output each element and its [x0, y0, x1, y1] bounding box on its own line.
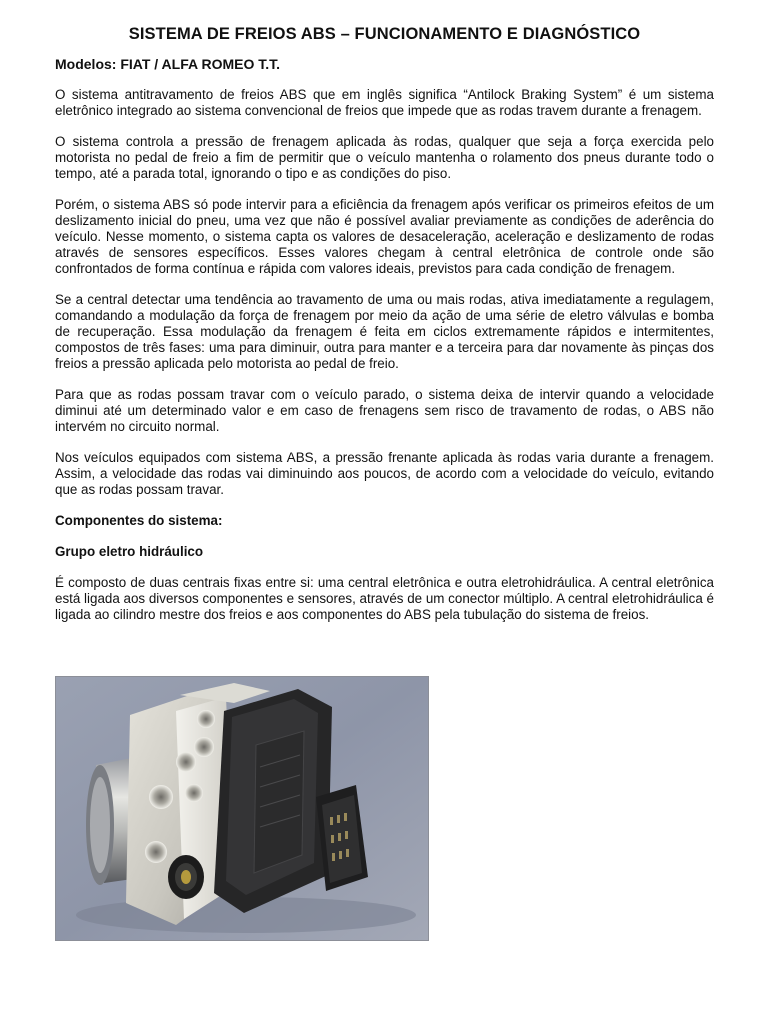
paragraph-3: Porém, o sistema ABS só pode intervir para a eficiência da frenagem após verificar os primeiros efeitos de um deslizamento inicial do pneu, uma vez que não é possível avaliar previamente as condições de aderência do veículo. Nesse momento, o sistema capta os valores de desaceleração, aceleração e deslizamento de rodas através de sensores específicos. Esses valores chegam à central eletrônica de controle onde são confrontados de forma contínua e rápida com valores ideais, previstos para cada condição de frenagem. [55, 197, 714, 276]
document-page [55, 22, 714, 623]
subsection-paragraph: É composto de duas centrais fixas entre si: uma central eletrônica e outra eletrohidráulica. A central eletrônica está ligada aos diversos componentes e sensores, através de um conector múltiplo. A central eletrohidráulica é ligada ao cilindro mestre dos freios e aos componentes do ABS pela tubulação do sistema de freios. [55, 575, 714, 622]
paragraph-1: O sistema antitravamento de freios ABS que em inglês significa “Antilock Braking System” é um sistema eletrônico integrado ao sistema convencional de freios que impede que as rodas travem durante a frenagem. [55, 87, 714, 118]
paragraph-6: Nos veículos equipados com sistema ABS, a pressão frenante aplicada às rodas varia durante a frenagem. Assim, a velocidade das rodas vai diminuindo aos poucos, de acordo com a velocidade do veículo, evitando que as rodas possam travar. [55, 450, 714, 497]
section-heading: Componentes do sistema: [55, 513, 223, 528]
paragraph-5: Para que as rodas possam travar com o veículo parado, o sistema deixa de intervir quando a velocidade diminui até um determinado valor e em caso de frenagens sem risco de travamento de rodas, o ABS não intervém no circuito normal. [55, 387, 714, 434]
paragraph-4: Se a central detectar uma tendência ao travamento de uma ou mais rodas, ativa imediatamente a regulagem, comandando a modulação da força de frenagem por meio da ação de uma série de eletro válvulas e bomba de recuperação. Essa modulação da frenagem é feita em ciclos extremamente rápidos e intermitentes, compostos de três fases: uma para diminuir, outra para manter e a terceira para dar novamente às pinças dos freios a pressão aplicada pelo motorista ao pedal de freio. [55, 292, 714, 371]
paragraph-2: O sistema controla a pressão de frenagem aplicada às rodas, qualquer que seja a força exercida pelo motorista no pedal de freio a fim de permitir que o veículo mantenha o rolamento dos pneus durante todo o tempo, até a parada total, ignorando o tipo e as condições do piso. [55, 134, 714, 181]
document-title: SISTEMA DE FREIOS ABS – FUNCIONAMENTO E DIAGNÓSTICO [128, 25, 641, 43]
abs-unit-photo [55, 676, 429, 941]
subsection-heading: Grupo eletro hidráulico [55, 544, 204, 559]
models-line: Modelos: FIAT / ALFA ROMEO T.T. [55, 56, 281, 72]
